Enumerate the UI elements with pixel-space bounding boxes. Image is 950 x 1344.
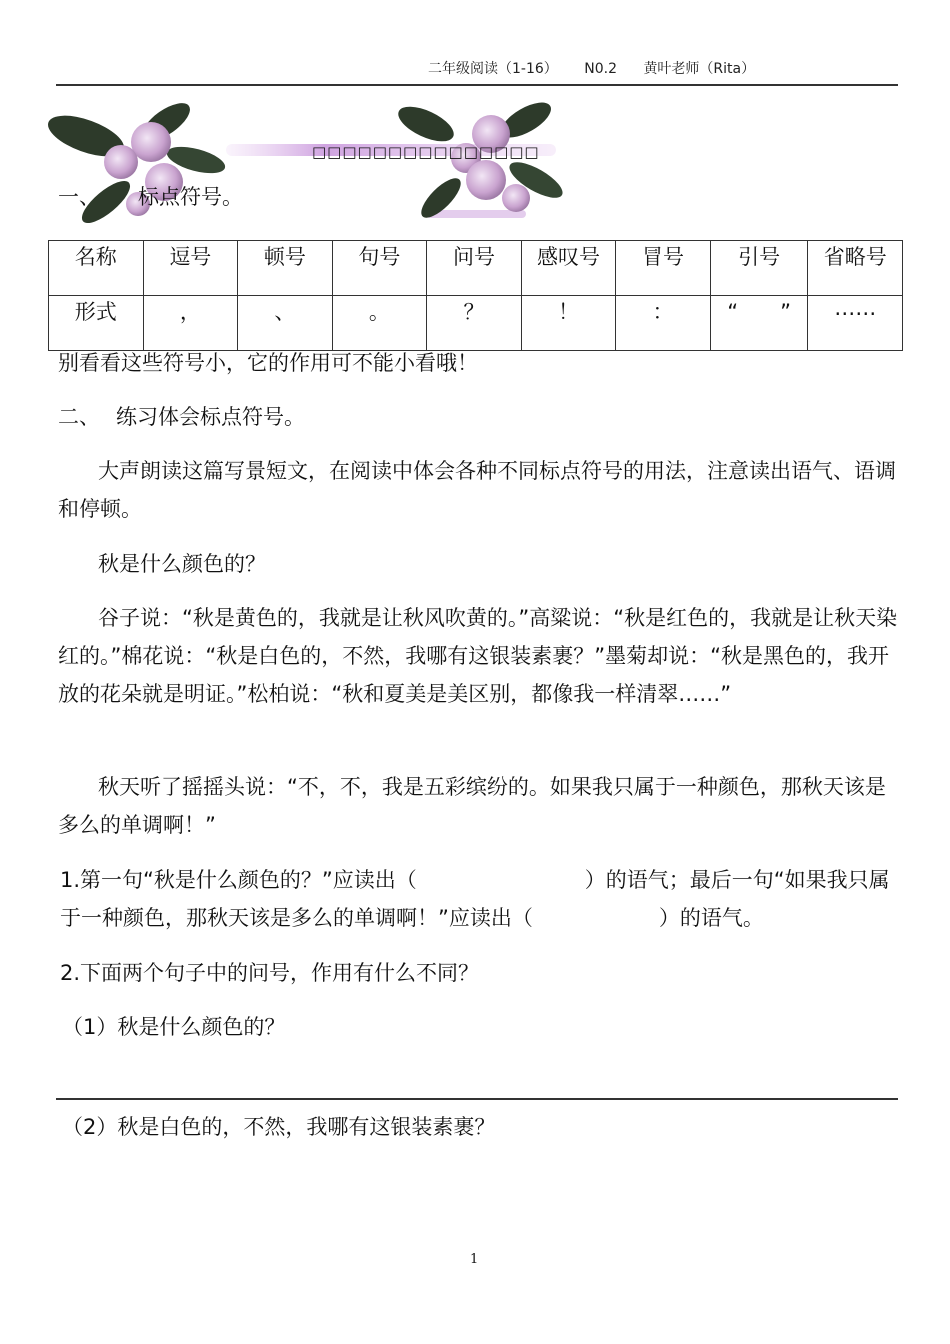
table-row-forms [49, 296, 903, 351]
story-paragraph-1: 谷子说：“秋是黄色的，我就是让秋风吹黄的。”高粱说：“秋是红色的，我就是让秋天染红的。”棉花说：“秋是白色的，不然，我哪有这银装素裹？”墨菊却说：“秋是黑色的，我开放的花朵就是明证。”松柏说：“秋和夏美是美区别，都像我一样清翠……” [58, 606, 898, 706]
rose-banner-image [46, 98, 566, 226]
question-2-item-2: （2）秋是白色的，不然，我哪有这银装素裹？ [62, 1115, 496, 1139]
table-cell: ！ [521, 296, 616, 351]
table-cell: 名称 [49, 241, 144, 296]
table-cell: …… [808, 296, 903, 351]
table-cell: 省略号 [808, 241, 903, 296]
table-cell: 引号 [710, 241, 808, 296]
page-header [428, 58, 777, 78]
table-cell: 感叹号 [521, 241, 616, 296]
page-number: 1 [470, 1252, 479, 1267]
header-course: 二年级阅读（1-16） [428, 61, 558, 77]
section1-title: 标点符号。 [138, 185, 243, 209]
punctuation-table [48, 240, 903, 351]
section2-title: 练习体会标点符号。 [116, 405, 305, 429]
table-cell: 形式 [49, 296, 144, 351]
story-paragraph-2: 秋天听了摇摇头说：“不，不，我是五彩缤纷的。如果我只属于一种颜色，那秋天该是多么的单调啊！” [58, 775, 886, 837]
table-cell: 逗号 [143, 241, 238, 296]
question-2: 2.下面两个句子中的问号，作用有什么不同？ [60, 961, 480, 985]
table-cell: “ ” [710, 296, 808, 351]
table-cell: 顿号 [238, 241, 333, 296]
banner-title: □□□□□□□□□□□□□□□ [312, 143, 540, 161]
section1-number: 一、 [58, 185, 100, 209]
table-cell: ， [143, 296, 238, 351]
header-number: N0.2 [584, 61, 617, 77]
question-2-item-1: （1）秋是什么颜色的？ [62, 1015, 286, 1039]
table-cell: 。 [332, 296, 427, 351]
story-title: 秋是什么颜色的？ [98, 552, 266, 576]
table-cell: 句号 [332, 241, 427, 296]
table-cell: 问号 [427, 241, 522, 296]
intro-paragraph: 大声朗读这篇写景短文，在阅读中体会各种不同标点符号的用法，注意读出语气、语调和停顿。 [58, 459, 896, 521]
table-cell: 冒号 [616, 241, 711, 296]
question-1: 1.第一句“秋是什么颜色的？”应读出（ ）的语气；最后一句“如果我只属于一种颜色，那秋天该是多么的单调啊！”应读出（ ）的语气。 [60, 868, 890, 930]
header-rule [56, 84, 898, 86]
section2-number: 二、 [58, 405, 100, 429]
table-cell: ？ [427, 296, 522, 351]
header-teacher: 黄叶老师（Rita） [643, 61, 756, 77]
table-row-names [49, 241, 903, 296]
table-cell: 、 [238, 296, 333, 351]
table-cell: ： [616, 296, 711, 351]
answer-line[interactable] [56, 1098, 898, 1100]
note-text: 别看看这些符号小，它的作用可不能小看哦！ [58, 351, 478, 375]
